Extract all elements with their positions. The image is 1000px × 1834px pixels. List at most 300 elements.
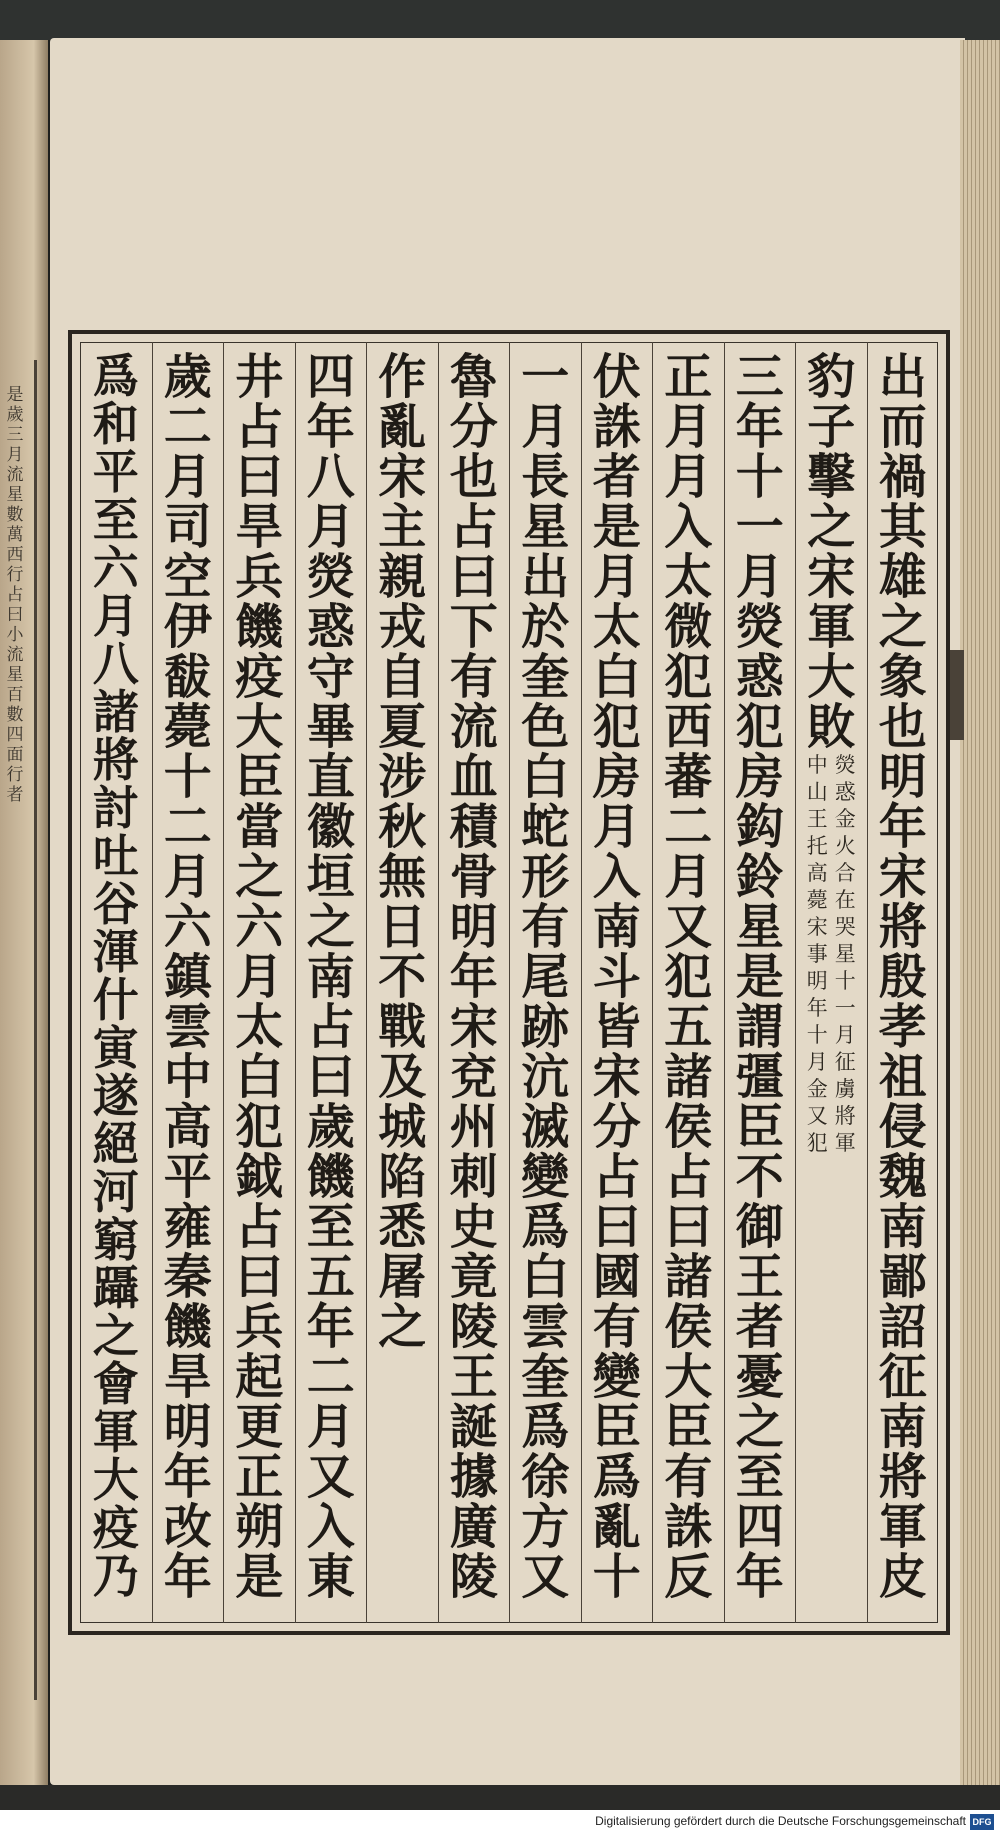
text-char: 而 (878, 399, 927, 455)
text-char: 御 (735, 1199, 784, 1255)
text-char: 起 (235, 1349, 284, 1405)
text-char: 中 (163, 1049, 212, 1105)
text-char: 平 (163, 1149, 212, 1205)
text-column (724, 342, 796, 1623)
text-char: 微 (664, 599, 713, 655)
text-char: 占 (235, 1199, 284, 1255)
left-page-char: 小 (6, 625, 24, 645)
text-char: 一 (735, 499, 784, 555)
text-char: 之 (878, 599, 927, 655)
text-char: 至 (306, 1199, 355, 1255)
text-char: 彊 (735, 1049, 784, 1105)
text-char: 四 (735, 1499, 784, 1555)
text-char: 太 (235, 999, 284, 1055)
text-char: 陷 (378, 1149, 427, 1205)
text-char: 二 (163, 799, 212, 855)
text-char: 西 (664, 699, 713, 755)
left-page-char: 西 (6, 545, 24, 565)
text-char: 六 (92, 541, 139, 595)
text-char: 兵 (235, 549, 284, 605)
text-char: 亂 (592, 1499, 641, 1555)
text-char: 畢 (306, 699, 355, 755)
text-char: 分 (592, 1099, 641, 1155)
text-column (652, 342, 724, 1623)
text-char: 當 (235, 799, 284, 855)
text-char: 八 (306, 449, 355, 505)
note-char: 熒 (834, 753, 856, 777)
text-char: 白 (235, 1049, 284, 1105)
text-char: 王 (735, 1249, 784, 1305)
left-page-char: 數 (6, 705, 24, 725)
left-page-char: 四 (6, 725, 24, 745)
note-char: 在 (834, 888, 856, 912)
text-char: 將 (878, 899, 927, 955)
text-char: 刺 (449, 1149, 498, 1205)
text-char: 鄙 (878, 1249, 927, 1305)
text-char: 又 (306, 1449, 355, 1505)
text-char: 大 (92, 1453, 139, 1507)
text-char: 五 (306, 1249, 355, 1305)
text-char: 有 (664, 1449, 713, 1505)
text-char: 兵 (235, 1299, 284, 1355)
text-char: 雄 (878, 549, 927, 605)
text-char: 擊 (807, 449, 856, 505)
text-char: 更 (235, 1399, 284, 1455)
text-char: 之 (378, 1299, 427, 1355)
text-char: 積 (449, 799, 498, 855)
credit-text: Digitalisierung gefördert durch die Deutsche Forschungsgemeinschaft (595, 1814, 966, 1828)
text-column (867, 342, 939, 1623)
text-char: 犯 (735, 699, 784, 755)
text-char: 鈴 (735, 849, 784, 905)
text-char: 臣 (664, 1399, 713, 1455)
text-char: 城 (378, 1099, 427, 1155)
text-char: 亂 (378, 399, 427, 455)
text-char: 房 (592, 749, 641, 805)
text-char: 詔 (878, 1299, 927, 1355)
note-char: 山 (806, 780, 828, 804)
note-char: 明 (806, 969, 828, 993)
note-char: 宋 (806, 915, 828, 939)
text-char: 歲 (163, 349, 212, 405)
text-char: 正 (235, 1449, 284, 1505)
text-char: 王 (449, 1349, 498, 1405)
note-char: 月 (806, 1050, 828, 1074)
commentary-note (805, 752, 857, 1157)
text-char: 明 (878, 749, 927, 805)
text-char: 四 (306, 349, 355, 405)
text-char: 井 (235, 349, 284, 405)
text-char: 明 (449, 899, 498, 955)
note-char: 犯 (806, 1131, 828, 1155)
text-char: 爲 (592, 1449, 641, 1505)
text-char: 之 (807, 499, 856, 555)
text-char: 曰 (235, 1249, 284, 1305)
text-char: 月 (163, 449, 212, 505)
text-char: 入 (664, 499, 713, 555)
note-char: 中 (806, 753, 828, 777)
text-char: 軍 (807, 599, 856, 655)
text-char: 占 (306, 999, 355, 1055)
left-page-char: 曰 (6, 605, 24, 625)
text-char: 月 (306, 499, 355, 555)
text-char: 月 (664, 449, 713, 505)
text-char: 子 (807, 399, 856, 455)
text-char: 犯 (664, 649, 713, 705)
left-page-char: 流 (6, 645, 24, 665)
text-char: 之 (306, 899, 355, 955)
text-char: 也 (878, 699, 927, 755)
text-char: 魏 (878, 1149, 927, 1205)
text-char: 司 (163, 499, 212, 555)
text-char: 一 (521, 349, 570, 405)
text-char: 諸 (664, 1049, 713, 1105)
text-char: 谷 (92, 877, 139, 931)
text-char: 五 (664, 999, 713, 1055)
text-char: 涉 (378, 749, 427, 805)
text-char: 饑 (163, 1299, 212, 1355)
text-char: 下 (449, 599, 498, 655)
text-char: 惑 (735, 649, 784, 705)
fold-mark (950, 650, 964, 740)
text-char: 陵 (449, 1549, 498, 1605)
text-char: 秦 (163, 1249, 212, 1305)
text-char: 南 (878, 1399, 927, 1455)
text-char: 侵 (878, 1099, 927, 1155)
text-char: 變 (592, 1349, 641, 1405)
text-char: 入 (592, 849, 641, 905)
text-char: 禍 (878, 449, 927, 505)
text-char: 月 (163, 849, 212, 905)
commentary-note-column (805, 752, 829, 1157)
note-char: 十 (806, 1023, 828, 1047)
text-char: 南 (592, 899, 641, 955)
text-char: 不 (378, 949, 427, 1005)
text-char: 入 (306, 1499, 355, 1555)
text-char: 曰 (306, 1049, 355, 1105)
text-char: 兗 (449, 1049, 498, 1105)
text-char: 六 (235, 899, 284, 955)
text-char: 吐 (92, 829, 139, 883)
text-char: 占 (235, 399, 284, 455)
text-column (295, 342, 367, 1623)
text-char: 奎 (521, 649, 570, 705)
text-char: 雲 (163, 999, 212, 1055)
text-char: 垣 (306, 849, 355, 905)
text-char: 悉 (378, 1199, 427, 1255)
text-char: 南 (306, 949, 355, 1005)
text-char: 窮 (92, 1213, 139, 1267)
text-char: 饑 (306, 1149, 355, 1205)
text-char: 者 (592, 449, 641, 505)
note-char: 軍 (834, 1131, 856, 1155)
text-char: 南 (878, 1199, 927, 1255)
text-char: 曰 (664, 1199, 713, 1255)
left-page-char: 三 (6, 425, 24, 445)
text-char: 徐 (521, 1449, 570, 1505)
text-char: 之 (235, 849, 284, 905)
text-char: 諸 (664, 1249, 713, 1305)
text-char: 宋 (878, 849, 927, 905)
note-char: 事 (806, 942, 828, 966)
text-char: 熒 (306, 549, 355, 605)
text-char: 出 (521, 549, 570, 605)
text-char: 鈎 (735, 799, 784, 855)
text-char: 色 (521, 699, 570, 755)
text-char: 皮 (878, 1549, 927, 1605)
note-char: 合 (834, 861, 856, 885)
text-char: 方 (521, 1499, 570, 1555)
text-char: 親 (378, 549, 427, 605)
text-char: 臣 (735, 1099, 784, 1155)
text-char: 占 (449, 499, 498, 555)
text-char: 大 (664, 1349, 713, 1405)
text-char: 改 (163, 1499, 212, 1555)
text-char: 象 (878, 649, 927, 705)
text-char: 曰 (449, 549, 498, 605)
text-columns (80, 342, 938, 1623)
text-char: 旱 (163, 1349, 212, 1405)
text-char: 明 (163, 1399, 212, 1455)
text-char: 十 (735, 449, 784, 505)
text-char: 年 (735, 1549, 784, 1605)
text-char: 正 (664, 349, 713, 405)
text-char: 犯 (592, 699, 641, 755)
text-char: 其 (878, 499, 927, 555)
text-char: 之 (92, 1309, 139, 1363)
text-char: 有 (592, 1299, 641, 1355)
left-page-char: 行 (6, 565, 24, 585)
note-char: 一 (834, 996, 856, 1020)
text-char: 祖 (878, 1049, 927, 1105)
note-char: 薨 (806, 888, 828, 912)
left-page-char: 萬 (6, 525, 24, 545)
left-page-rule (34, 360, 37, 1700)
text-char: 國 (592, 1249, 641, 1305)
text-char: 臣 (235, 749, 284, 805)
left-page-char: 百 (6, 685, 24, 705)
text-char: 三 (735, 349, 784, 405)
text-char: 二 (163, 399, 212, 455)
text-char: 滅 (521, 1099, 570, 1155)
text-char: 分 (449, 399, 498, 455)
page-edges (960, 40, 1000, 1785)
text-char: 夏 (378, 699, 427, 755)
text-char: 反 (664, 1549, 713, 1605)
text-char: 月 (521, 399, 570, 455)
text-char: 至 (92, 493, 139, 547)
text-char: 誅 (664, 1499, 713, 1555)
text-char: 戎 (378, 599, 427, 655)
text-char: 年 (735, 399, 784, 455)
text-char: 犯 (235, 1099, 284, 1155)
text-char: 日 (378, 899, 427, 955)
text-char: 月 (664, 849, 713, 905)
text-char: 骨 (449, 849, 498, 905)
note-char: 王 (806, 807, 828, 831)
text-char: 爲 (92, 349, 139, 403)
text-char: 殷 (878, 949, 927, 1005)
text-char: 作 (378, 349, 427, 405)
text-char: 二 (664, 799, 713, 855)
text-char: 陵 (449, 1299, 498, 1355)
note-char: 托 (806, 834, 828, 858)
text-char: 將 (878, 1449, 927, 1505)
text-char: 及 (378, 1049, 427, 1105)
text-char: 史 (449, 1199, 498, 1255)
text-char: 尾 (521, 949, 570, 1005)
note-char: 征 (834, 1050, 856, 1074)
text-char: 饑 (235, 599, 284, 655)
text-char: 月 (664, 399, 713, 455)
left-page-column (2, 385, 28, 805)
note-char: 星 (834, 942, 856, 966)
text-char: 占 (664, 1149, 713, 1205)
commentary-note-column (833, 752, 857, 1157)
text-char: 奎 (521, 1349, 570, 1405)
text-char: 是 (735, 949, 784, 1005)
left-page-char: 占 (6, 585, 24, 605)
text-char: 馛 (163, 649, 212, 705)
text-char: 年 (449, 949, 498, 1005)
text-char: 曰 (235, 449, 284, 505)
text-char: 爲 (521, 1199, 570, 1255)
text-char: 熒 (735, 599, 784, 655)
note-char: 金 (806, 1077, 828, 1101)
text-char: 形 (521, 849, 570, 905)
text-char: 月 (306, 1399, 355, 1455)
text-column (80, 342, 151, 1623)
left-page-fragment (0, 40, 48, 1785)
text-char: 乃 (92, 1549, 139, 1603)
text-char: 據 (449, 1449, 498, 1505)
text-char: 變 (521, 1149, 570, 1205)
text-char: 月 (735, 549, 784, 605)
text-char: 旱 (235, 499, 284, 555)
text-char: 宋 (807, 549, 856, 605)
text-char: 高 (163, 1099, 212, 1155)
note-char: 金 (834, 807, 856, 831)
text-char: 絕 (92, 1117, 139, 1171)
left-page-char: 是 (6, 385, 24, 405)
left-page-char: 者 (6, 785, 24, 805)
text-char: 平 (92, 445, 139, 499)
text-char: 屠 (378, 1249, 427, 1305)
text-char: 六 (163, 899, 212, 955)
text-char: 豹 (807, 349, 856, 405)
text-char: 誕 (449, 1399, 498, 1455)
text-char: 跡 (521, 999, 570, 1055)
text-column (152, 342, 224, 1623)
left-page-char: 月 (6, 445, 24, 465)
text-char: 秋 (378, 799, 427, 855)
text-char: 誅 (592, 399, 641, 455)
text-char: 伊 (163, 599, 212, 655)
text-char: 長 (521, 449, 570, 505)
left-page-char: 星 (6, 485, 24, 505)
note-char: 惑 (834, 780, 856, 804)
text-char: 宋 (592, 1049, 641, 1105)
text-char: 斗 (592, 949, 641, 1005)
text-char: 星 (521, 499, 570, 555)
text-char: 直 (306, 749, 355, 805)
text-char: 又 (521, 1549, 570, 1605)
text-char: 犯 (664, 949, 713, 1005)
text-char: 遂 (92, 1069, 139, 1123)
text-char: 有 (449, 649, 498, 705)
text-column (581, 342, 653, 1623)
text-char: 大 (807, 649, 856, 705)
text-char: 州 (449, 1099, 498, 1155)
text-char: 皆 (592, 999, 641, 1055)
note-char: 又 (806, 1104, 828, 1128)
text-char: 月 (592, 549, 641, 605)
text-char: 戰 (378, 999, 427, 1055)
text-char: 東 (306, 1549, 355, 1605)
text-char: 蛇 (521, 799, 570, 855)
note-char: 年 (806, 996, 828, 1020)
text-column (438, 342, 510, 1623)
text-char: 者 (735, 1299, 784, 1355)
note-char: 虜 (834, 1077, 856, 1101)
text-char: 年 (163, 1449, 212, 1505)
text-column (366, 342, 438, 1623)
text-char: 伏 (592, 349, 641, 405)
text-char: 竟 (449, 1249, 498, 1305)
text-char: 也 (449, 449, 498, 505)
text-char: 流 (449, 699, 498, 755)
text-char: 惑 (306, 599, 355, 655)
text-char: 征 (878, 1349, 927, 1405)
text-char: 太 (592, 599, 641, 655)
text-char: 蕃 (664, 749, 713, 805)
left-page-char: 行 (6, 765, 24, 785)
scan-background (0, 0, 1000, 40)
text-char: 是 (592, 499, 641, 555)
text-char: 朔 (235, 1499, 284, 1555)
text-char: 鎮 (163, 949, 212, 1005)
text-char: 血 (449, 749, 498, 805)
text-char: 徽 (306, 799, 355, 855)
text-char: 十 (592, 1549, 641, 1605)
text-char: 白 (592, 649, 641, 705)
text-char: 河 (92, 1165, 139, 1219)
text-char: 謂 (735, 999, 784, 1055)
text-char: 白 (521, 749, 570, 805)
dfg-logo: DFG (970, 1814, 994, 1830)
text-char: 侯 (664, 1299, 713, 1355)
text-char: 躡 (92, 1261, 139, 1315)
text-char: 年 (306, 399, 355, 455)
text-char: 星 (735, 899, 784, 955)
text-char: 房 (735, 749, 784, 805)
text-char: 疫 (235, 649, 284, 705)
text-char: 廣 (449, 1499, 498, 1555)
text-char: 軍 (92, 1405, 139, 1459)
text-char: 有 (521, 899, 570, 955)
text-char: 於 (521, 599, 570, 655)
text-char: 和 (92, 397, 139, 451)
text-char: 沆 (521, 1049, 570, 1105)
text-char: 雲 (521, 1299, 570, 1355)
note-char: 十 (834, 969, 856, 993)
text-char: 之 (735, 1399, 784, 1455)
text-char: 曰 (592, 1199, 641, 1255)
text-char: 占 (592, 1149, 641, 1205)
text-char: 寅 (92, 1021, 139, 1075)
text-char: 不 (735, 1149, 784, 1205)
text-char: 渾 (92, 925, 139, 979)
